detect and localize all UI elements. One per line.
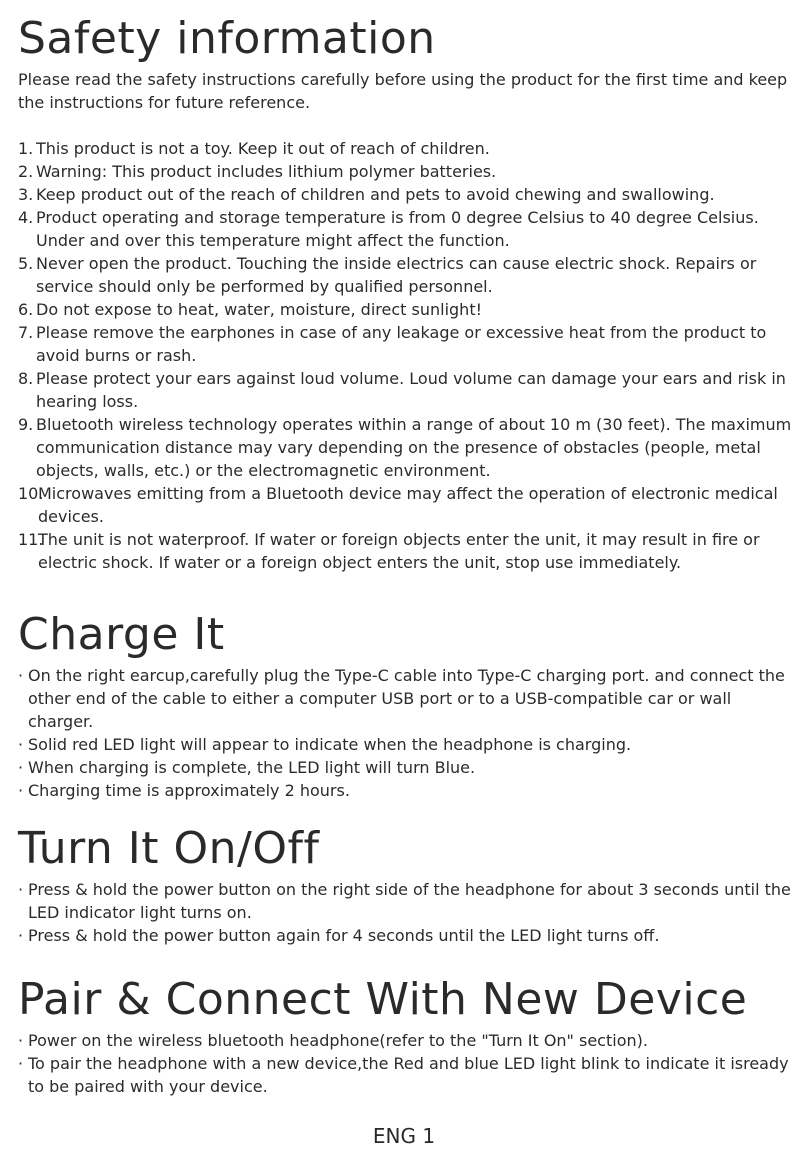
power-title: Turn It On/Off <box>18 823 320 874</box>
list-item: 11. The unit is not waterproof. If water or foreign objects enter the unit, it may result in fire or electric shock. If water or a foreign object enters the unit, stop use immediately. <box>18 530 760 572</box>
pair-title: Pair & Connect With New Device <box>18 974 748 1025</box>
list-item: 10. Microwaves emitting from a Bluetooth device may affect the operation of electronic medical devices. <box>18 484 778 526</box>
list-item: 9. Bluetooth wireless technology operates within a range of about 10 m (30 feet). The maximum communication distance may vary depending on the presence of obstacles (people, metal objects, walls, etc.) or the electromagnetic environment. <box>18 415 792 480</box>
list-item: · Press & hold the power button on the right side of the headphone for about 3 seconds until the LED indicator light turns on. <box>18 880 791 922</box>
list-item: · Solid red LED light will appear to indicate when the headphone is charging. <box>18 735 632 754</box>
safety-intro: Please read the safety instructions carefully before using the product for the first time and keep the instructions for future reference. <box>18 70 788 112</box>
list-item: · Power on the wireless bluetooth headphone(refer to the "Turn It On" section). <box>18 1031 648 1050</box>
list-item: 3. Keep product out of the reach of children and pets to avoid chewing and swallowing. <box>18 185 715 204</box>
list-item: 7. Please remove the earphones in case of any leakage or excessive heat from the product to avoid burns or rash. <box>18 323 767 365</box>
charge-list <box>18 664 798 802</box>
list-item: 5. Never open the product. Touching the inside electrics can cause electric shock. Repairs or service should only be performed by qualified personnel. <box>18 254 757 296</box>
safety-title: Safety information <box>18 13 436 64</box>
list-item: 6. Do not expose to heat, water, moisture, direct sunlight! <box>18 300 482 319</box>
list-item: · To pair the headphone with a new device,the Red and blue LED light blink to indicate it isready to be paired with your device. <box>18 1054 789 1096</box>
list-item: · On the right earcup,carefully plug the Type-C cable into Type-C charging port. and connect the other end of the cable to either a computer USB port or to a USB-compatible car or wall charger. <box>18 666 785 731</box>
safety-list <box>18 137 798 574</box>
charge-title: Charge It <box>18 609 225 660</box>
list-item: 4. Product operating and storage temperature is from 0 degree Celsius to 40 degree Celsius. Under and over this temperature might affect the function. <box>18 208 759 250</box>
page-number: ENG 1 <box>372 1124 436 1148</box>
list-item: 1. This product is not a toy. Keep it out of reach of children. <box>18 139 490 158</box>
manual-page <box>18 0 798 1098</box>
list-item: · Charging time is approximately 2 hours. <box>18 781 350 800</box>
list-item: · When charging is complete, the LED light will turn Blue. <box>18 758 476 777</box>
power-list <box>18 878 798 947</box>
list-item: 8. Please protect your ears against loud volume. Loud volume can damage your ears and risk in hearing loss. <box>18 369 786 411</box>
pair-list <box>18 1029 798 1098</box>
list-item: · Press & hold the power button again for 4 seconds until the LED light turns off. <box>18 926 660 945</box>
list-item: 2. Warning: This product includes lithium polymer batteries. <box>18 162 497 181</box>
